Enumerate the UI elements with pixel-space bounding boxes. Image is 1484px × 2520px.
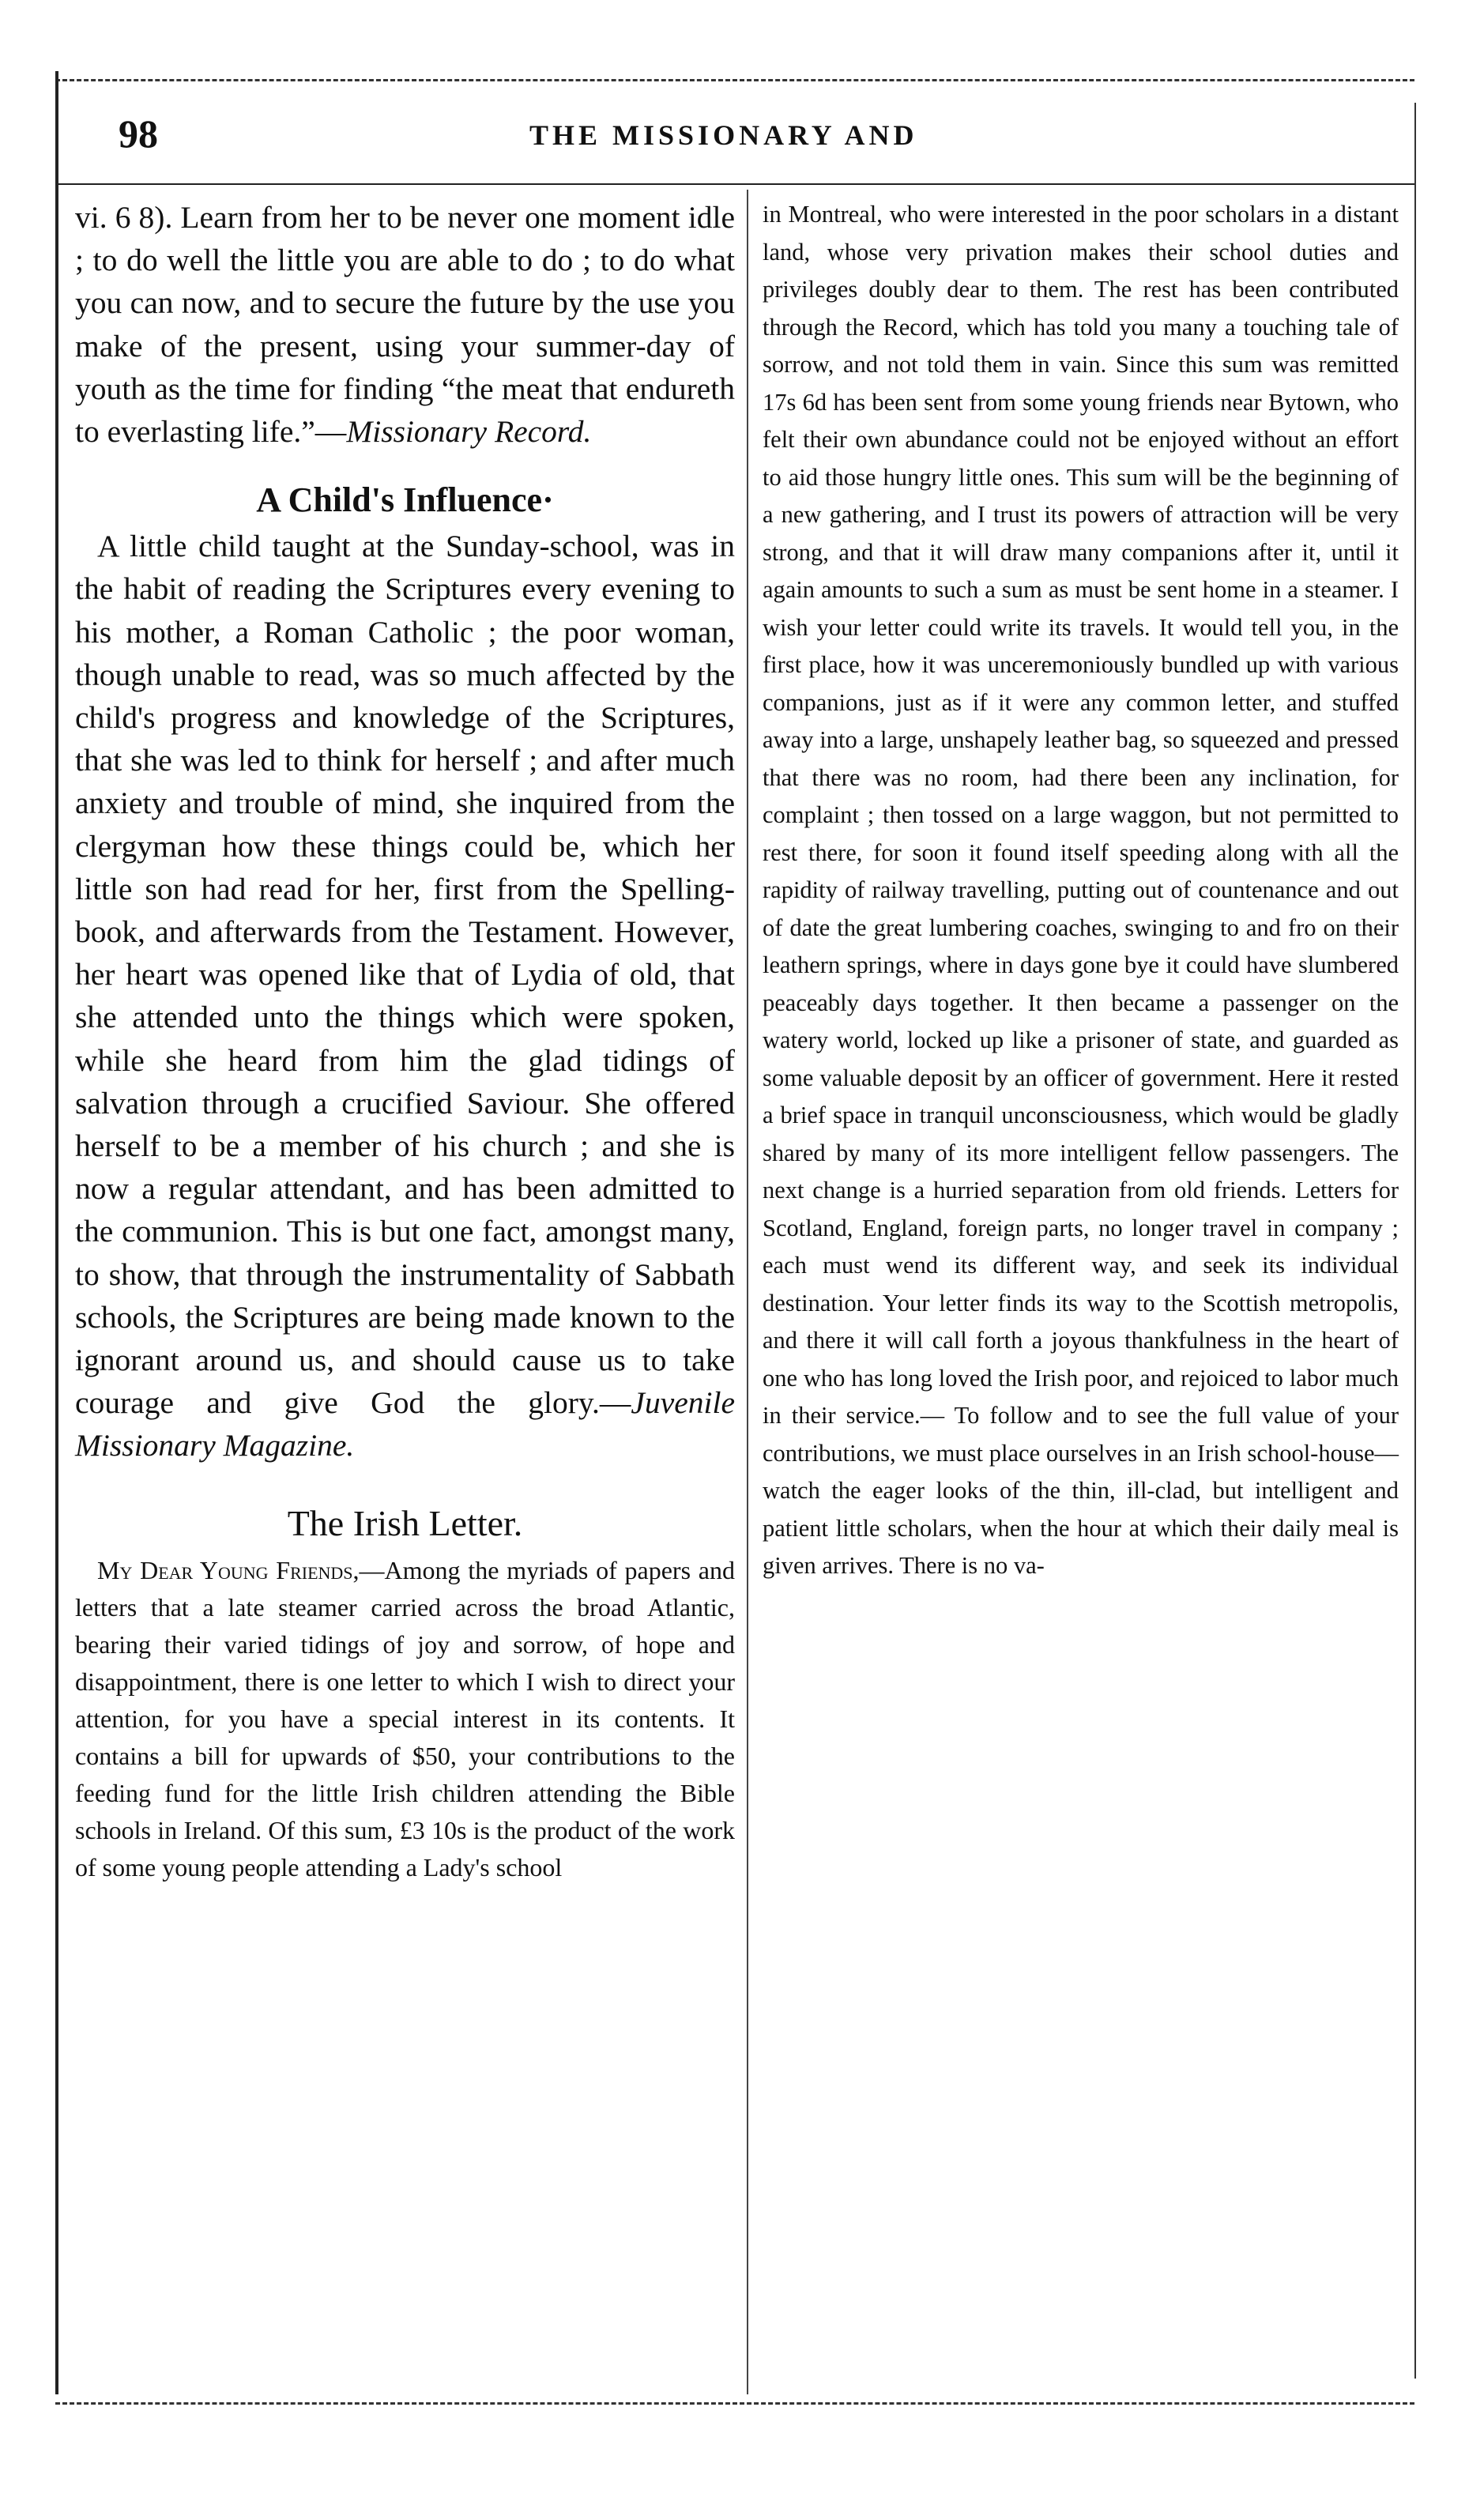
top-border-rule [55, 79, 1414, 81]
opening-citation: Missionary Record. [346, 414, 592, 450]
header-rule [55, 183, 1414, 185]
opening-text: vi. 6 8). Learn from her to be never one moment idle ; to do well the little you are able to do ; to do what you can now, and to secure the future by the use you make of the present, using your summer-day of youth as the time for finding “the meat that endureth to everlasting life.”— [75, 200, 735, 450]
opening-paragraph [75, 196, 735, 453]
article-heading-childs-influence: A Child's Influence· [256, 480, 554, 520]
childs-influence-citation: Juvenile Missionary Magazine. [75, 1385, 735, 1463]
irish-letter-salutation: My Dear Young Friends, [97, 1555, 360, 1584]
article-heading-irish-letter: The Irish Letter. [287, 1502, 523, 1543]
childs-influence-paragraph [75, 525, 735, 1467]
column-divider [747, 190, 748, 2394]
childs-influence-text: A little child taught at the Sunday-school, was in the habit of reading the Scriptures every evening to his mother, a Roman Catholic ; the poor woman, though unable to read, was so much affected by the child's progress and knowledge of the Scriptures, that she was led to think for herself ; and after much anxiety and trouble of mind, she inquired from the clergyman how these things could be, which her little son had read for her, first from the Spelling-book, and afterwards from the Testament. However, her heart was opened like that of Lydia of old, that she attended unto the things which were spoken, while she heard from him the glad tidings of salvation through a crucified Saviour. She offered herself to be a member of his church ; and she is now a regular attendant, and has been admitted to the communion. This is but one fact, amongst many, to show, that through the instrumentality of Sabbath schools, the Scriptures are being made known to the ignorant around us, and should cause us to take courage and give God the glory.— [75, 529, 735, 1421]
irish-letter-body [75, 1552, 735, 1886]
bottom-border-rule [55, 2402, 1414, 2405]
irish-letter-text: —Among the myriads of papers and letters that a late steamer carried across the broad Atlantic, bearing their varied tidings of joy and sorrow, of hope and disappointment, there is one letter to which I wish to direct your attention, for you have a special interest in its contents. It contains a bill for upwards of $50, your contributions to the feeding fund for the little Irish children attending the Bible schools in Ireland. Of this sum, £3 10s is the product of the work of some young people attending a Lady's school [75, 1555, 736, 1882]
running-title: THE MISSIONARY AND [529, 119, 918, 151]
right-border-rule [1414, 103, 1416, 2379]
left-column [75, 196, 735, 1886]
page-number: 98 [119, 111, 158, 156]
right-column [763, 196, 1399, 1585]
irish-letter-continued: in Montreal, who were interested in the poor scholars in a distant land, whose very privation makes their school duties and privileges doubly dear to them. The rest has been contributed through the Record, which has told you many a touching tale of sorrow, and not told them in vain. Since this sum was remitted 17s 6d has been sent from some young friends near Bytown, who felt their own abundance could not be enjoyed without an effort to aid those hungry little ones. This sum will be the beginning of a new gathering, and I trust its powers of attraction will be very strong, and that it will draw many companions after it, until it again amounts to such a sum as must be sent home in a steamer. I wish your letter could write its travels. It would tell you, in the first place, how it was unceremoniously bundled up with various companions, just as if it were any common letter, and stuffed away into a large, unshapely leather bag, so squeezed and pressed that there was no room, had there been any inclination, for complaint ; then tossed on a large waggon, but not permitted to rest there, for soon it found itself speeding along with all the rapidity of railway travelling, putting out of countenance and out of date the great lumbering coaches, swinging to and fro on their leathern springs, where in days gone bye it could have slumbered peaceably days together. It then became a passenger on the watery world, locked up like a prisoner of state, and guarded as some valuable deposit by an officer of government. Here it rested a brief space in tranquil unconsciousness, which would be gladly shared by many of its more intelligent fellow passengers. The next change is a hurried separation from old friends. Letters for Scotland, England, foreign parts, no longer travel in company ; each must wend its different way, and seek its individual destination. Your letter finds its way to the Scottish metropolis, and there it will call forth a joyous thankfulness in the heart of one who has long loved the Irish poor, and rejoiced to labor much in their service.— To follow and to see the full value of your contributions, we must place ourselves in an Irish school-house—watch the eager looks of the thin, ill-clad, but intelligent and patient little scholars, when the hour at which their daily meal is given arrives. There is no va- [763, 201, 1399, 1579]
irish-letter-paragraph [75, 1552, 735, 1886]
left-border-rule [55, 71, 58, 2394]
